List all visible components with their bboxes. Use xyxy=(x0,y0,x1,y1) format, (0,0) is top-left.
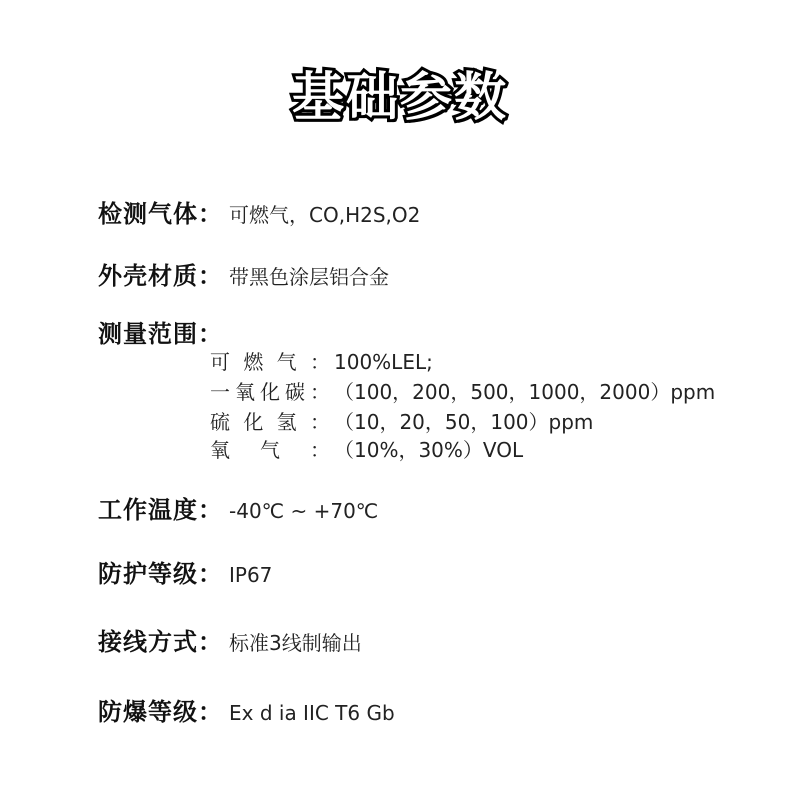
param-row-temperature xyxy=(98,490,378,525)
range-row-h2s xyxy=(210,406,593,435)
param-label-explosion-proof: 防爆等级： xyxy=(98,698,223,726)
range-row-co xyxy=(210,376,715,405)
param-row-wiring xyxy=(98,622,362,657)
page-title: 基础参数 xyxy=(291,68,508,128)
range-value-o2: （10%，30%）VOL xyxy=(334,438,524,462)
param-value-explosion-proof: Ex d ia IIC T6 Gb xyxy=(229,701,395,725)
param-label-gas: 检测气体： xyxy=(98,200,223,228)
param-row-protection xyxy=(98,554,272,589)
param-value-wiring: 标准3线制输出 xyxy=(229,631,362,655)
range-row-o2 xyxy=(210,434,523,463)
param-label-protection: 防护等级： xyxy=(98,560,223,588)
param-label-temperature: 工作温度： xyxy=(98,496,223,524)
param-label-wiring: 接线方式： xyxy=(98,628,223,656)
param-value-housing: 带黑色涂层铝合金 xyxy=(229,265,389,289)
range-label-co: 一氧化碳： xyxy=(210,380,330,404)
param-row-gas xyxy=(98,194,420,229)
param-row-explosion-proof xyxy=(98,692,395,727)
range-row-combustible xyxy=(210,346,433,375)
range-value-combustible: 100%LEL; xyxy=(334,350,433,374)
range-label-h2s: 硫化氢： xyxy=(210,410,330,434)
param-value-temperature: -40℃ ~ +70℃ xyxy=(229,499,379,523)
param-row-range xyxy=(98,314,229,349)
range-value-h2s: （10，20，50，100）ppm xyxy=(334,410,594,434)
param-label-range: 测量范围： xyxy=(98,320,223,348)
range-value-co: （100，200，500，1000，2000）ppm xyxy=(334,380,716,404)
param-value-protection: IP67 xyxy=(229,563,273,587)
range-label-o2: 氧气： xyxy=(210,438,330,462)
param-value-gas: 可燃气，CO,H2S,O2 xyxy=(229,203,421,227)
param-row-housing xyxy=(98,256,389,291)
param-label-housing: 外壳材质： xyxy=(98,262,223,290)
range-label-combustible: 可燃气： xyxy=(210,350,330,374)
